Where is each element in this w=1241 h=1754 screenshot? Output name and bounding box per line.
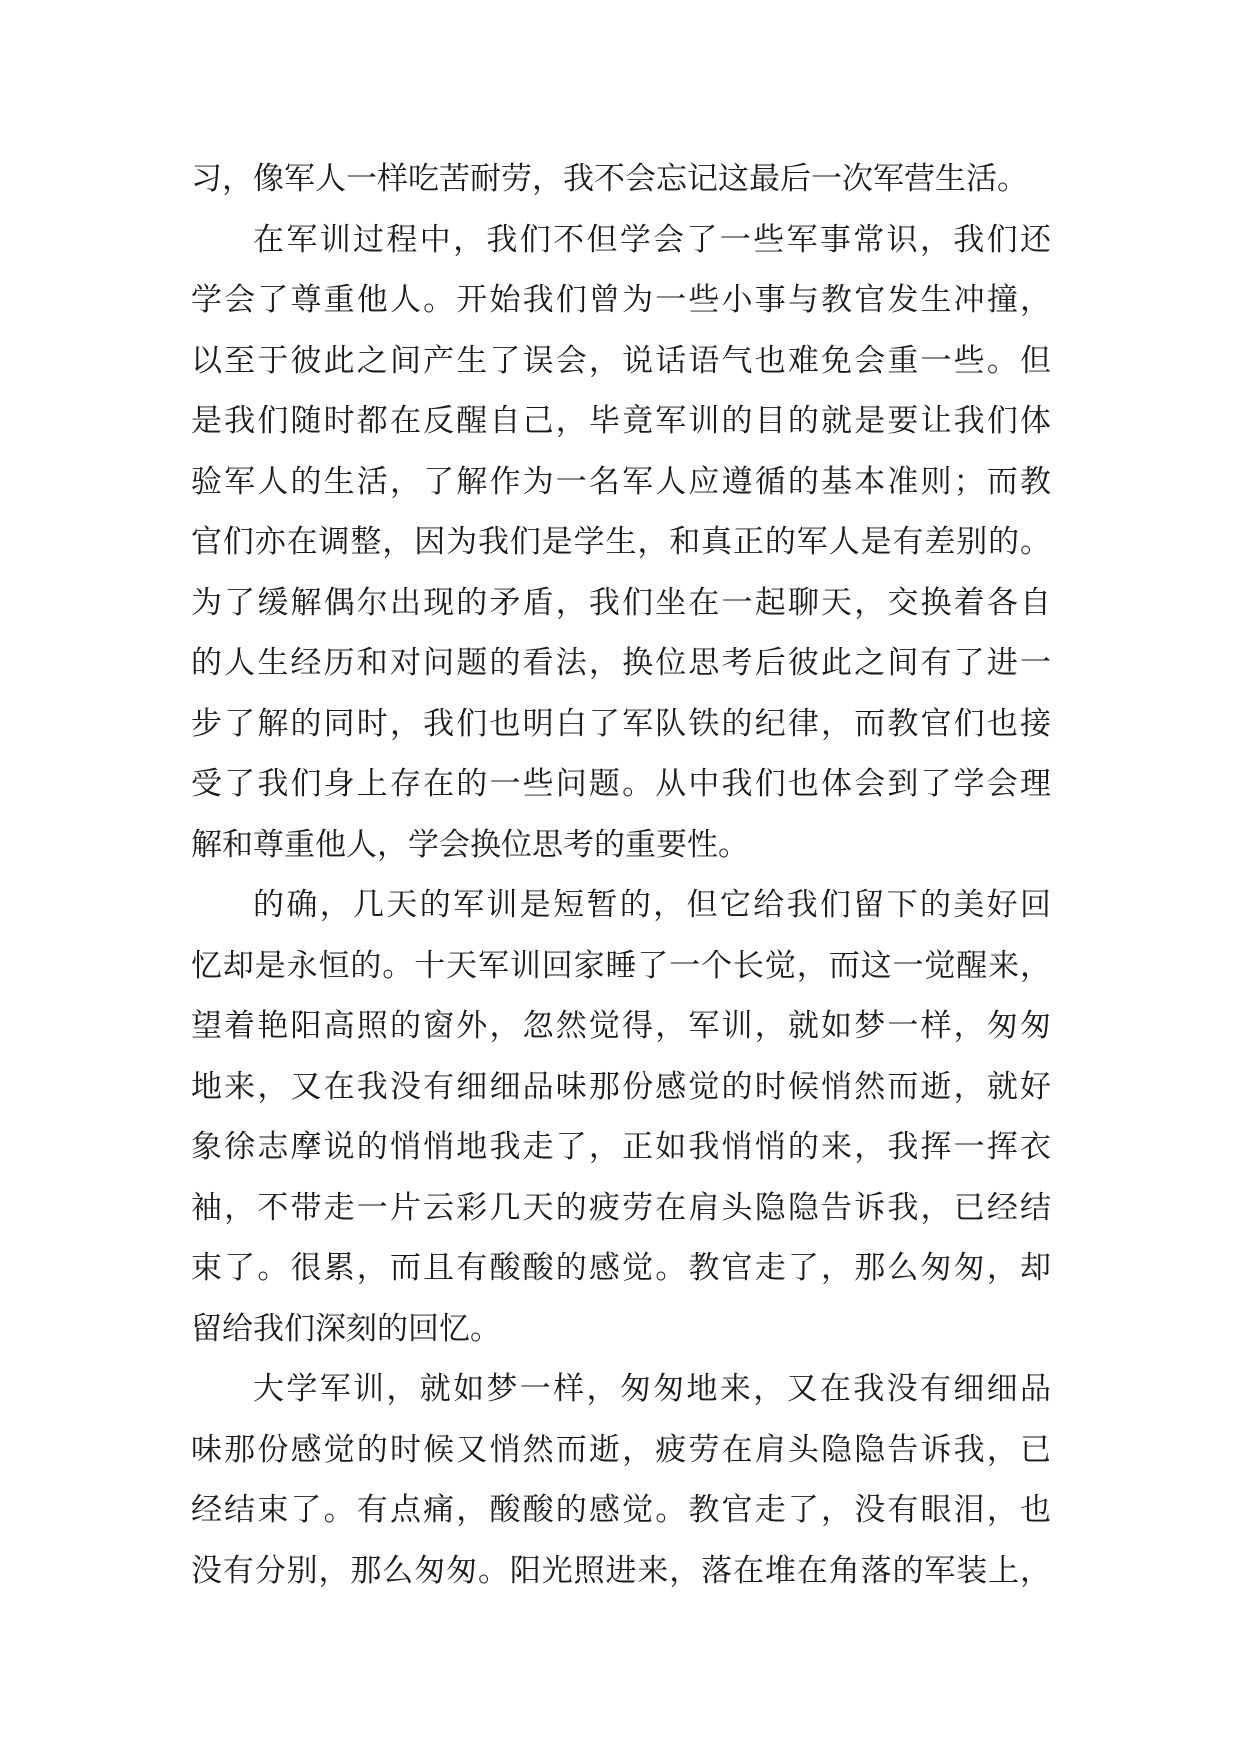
text-line: 以至于彼此之间产生了误会，说话语气也难免会重一些。但 (191, 342, 1051, 379)
paragraph-first-line: 大学军训，就如梦一样，匆匆地来，又在我没有细细品 (253, 1371, 1051, 1407)
text-line: 受了我们身上存在的一些问题。从中我们也体会到了学会理 (191, 766, 1051, 802)
text-line: 验军人的生活，了解作为一名军人应遵循的基本准则；而教 (191, 463, 1051, 500)
paragraph-last-line: 解和尊重他人，学会换位思考的重要性。 (191, 826, 749, 863)
text-line: 习，像军人一样吃苦耐劳，我不会忘记这最后一次军营生活。 (191, 161, 1028, 197)
text-line: 官们亦在调整，因为我们是学生，和真正的军人是有差别的。 (191, 524, 1051, 560)
paragraph-first-line: 的确，几天的军训是短暂的，但它给我们留下的美好回 (253, 887, 1051, 923)
text-line: 学会了尊重他人。开始我们曾为一些小事与教官发生冲撞， (191, 282, 1051, 318)
text-line: 味那份感觉的时候又悄然而逝，疲劳在肩头隐隐告诉我，已 (191, 1431, 1051, 1468)
text-line: 望着艳阳高照的窗外，忽然觉得，军训，就如梦一样，匆匆 (191, 1008, 1051, 1044)
text-line: 束了。很累，而且有酸酸的感觉。教官走了，那么匆匆，却 (191, 1250, 1051, 1286)
body-text (191, 149, 1051, 1601)
text-line: 袖，不带走一片云彩几天的疲劳在肩头隐隐告诉我，已经结 (191, 1189, 1051, 1226)
paragraph-first-line: 在军训过程中，我们不但学会了一些军事常识，我们还 (253, 221, 1051, 258)
text-line: 为了缓解偶尔出现的矛盾，我们坐在一起聊天，交换着各自 (191, 584, 1051, 621)
text-line: 经结束了。有点痛，酸酸的感觉。教官走了，没有眼泪，也 (191, 1492, 1051, 1528)
text-line: 地来，又在我没有细细品味那份感觉的时候悄然而逝，就好 (191, 1068, 1051, 1105)
text-line: 象徐志摩说的悄悄地我走了，正如我悄悄的来，我挥一挥衣 (191, 1129, 1051, 1165)
text-line: 步了解的同时，我们也明白了军队铁的纪律，而教官们也接 (191, 705, 1051, 742)
text-line: 忆却是永恒的。十天军训回家睡了一个长觉，而这一觉醒来， (191, 947, 1051, 984)
text-line: 是我们随时都在反醒自己，毕竟军训的目的就是要让我们体 (191, 403, 1051, 439)
text-line: 的人生经历和对问题的看法，换位思考后彼此之间有了进一 (191, 645, 1051, 681)
text-line: 没有分别，那么匆匆。阳光照进来，落在堆在角落的军装上， (191, 1552, 1051, 1589)
paragraph-last-line: 留给我们深刻的回忆。 (191, 1310, 501, 1347)
